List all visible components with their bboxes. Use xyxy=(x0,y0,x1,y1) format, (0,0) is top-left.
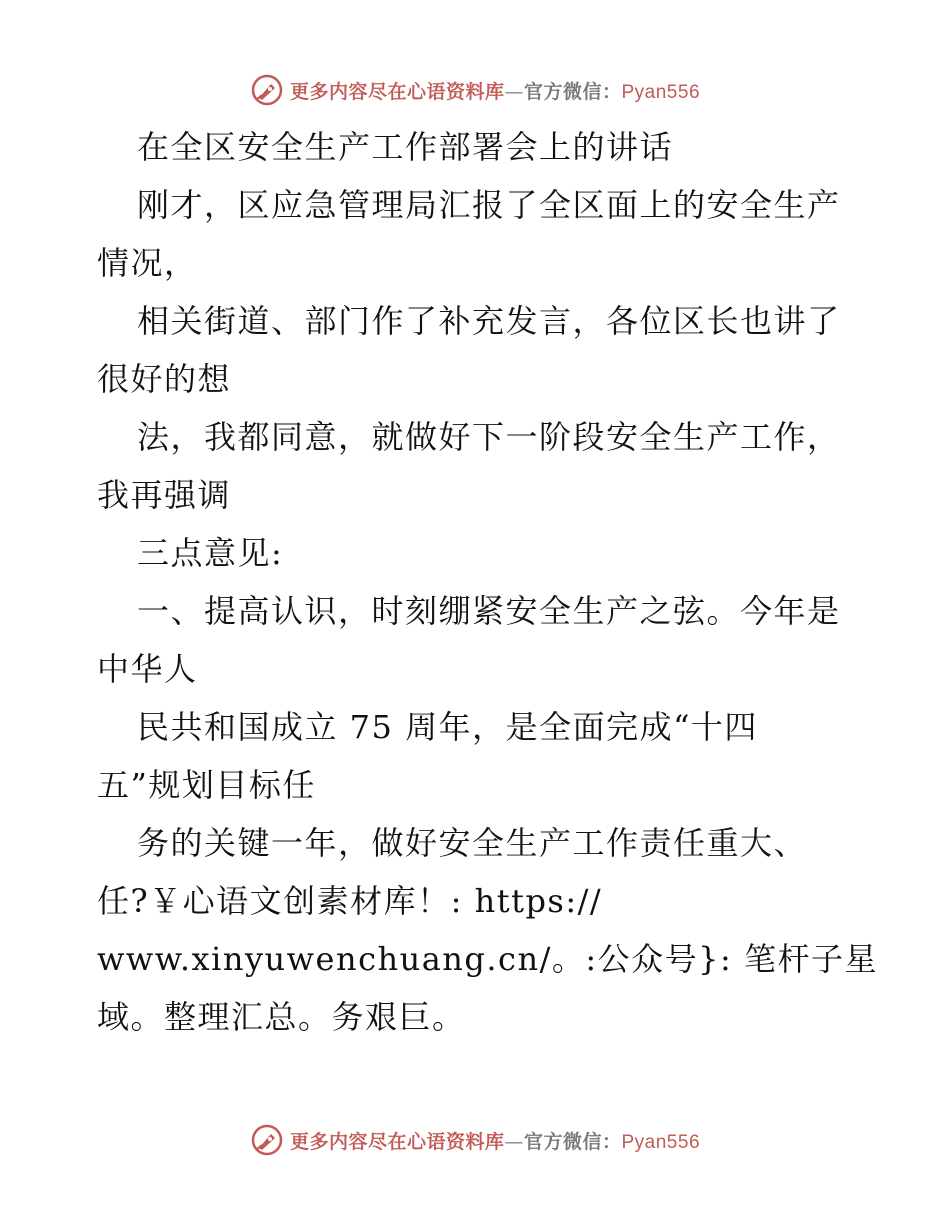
paragraph-line: 域。整理汇总。务艰巨。 xyxy=(97,998,466,1036)
document-title: 在全区安全生产工作部署会上的讲话 xyxy=(137,128,674,166)
paragraph-line: 一、提高认识，时刻绷紧安全生产之弦。今年是 xyxy=(137,592,841,630)
watermark-dash: — xyxy=(504,1130,524,1153)
watermark-main: 更多内容尽在心语资料库 xyxy=(289,1130,505,1153)
paragraph-line: 刚才，区应急管理局汇报了全区面上的安全生产 xyxy=(137,186,841,224)
watermark-id: Pyan556 xyxy=(621,1131,701,1153)
paragraph-line: 任?￥心语文创素材库！: https:// xyxy=(97,882,603,920)
paragraph-line: 相关街道、部门作了补充发言，各位区长也讲了 xyxy=(137,302,841,340)
watermark-text xyxy=(290,1127,700,1154)
paragraph-line: 很好的想 xyxy=(97,360,232,398)
footer-watermark xyxy=(0,1120,950,1160)
paragraph-line: 五”规划目标任 xyxy=(97,766,316,804)
paragraph-line: 法，我都同意，就做好下一阶段安全生产工作， xyxy=(137,418,841,456)
watermark-main: 更多内容尽在心语资料库 xyxy=(289,80,505,103)
pen-nib-logo-icon xyxy=(250,1123,284,1157)
paragraph-line: 民共和国成立 75 周年，是全面完成“十四 xyxy=(137,708,758,746)
header-watermark xyxy=(0,70,950,110)
watermark-label: 官方微信： xyxy=(523,1130,622,1153)
paragraph-line: 我再强调 xyxy=(97,476,232,514)
paragraph-line: 情况， xyxy=(97,244,198,282)
paragraph-line: www.xinyuwenchuang.cn/。:公众号}: 笔杆子星 xyxy=(97,940,878,978)
watermark-label: 官方微信： xyxy=(523,80,622,103)
watermark-dash: — xyxy=(504,80,524,103)
pen-nib-logo-icon xyxy=(250,73,284,107)
paragraph-line: 务的关键一年，做好安全生产工作责任重大、 xyxy=(137,824,808,862)
paragraph-line: 三点意见: xyxy=(137,534,284,572)
watermark-id: Pyan556 xyxy=(621,81,701,103)
watermark-text xyxy=(290,77,700,104)
paragraph-line: 中华人 xyxy=(97,650,198,688)
document-body xyxy=(97,118,878,1046)
